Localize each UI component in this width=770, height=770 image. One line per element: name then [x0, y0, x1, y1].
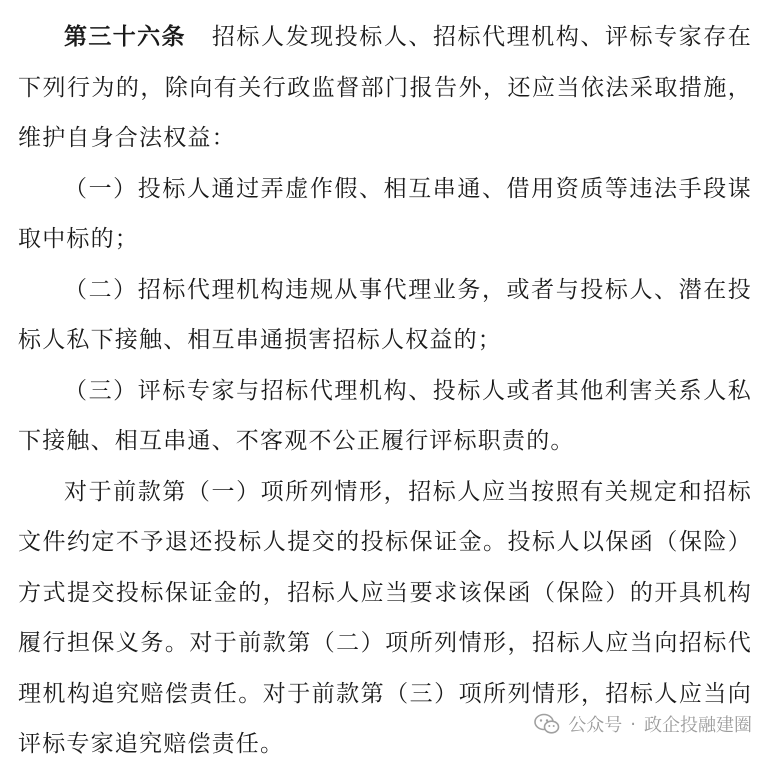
article-item-1: （一）投标人通过弄虚作假、相互串通、借用资质等违法手段谋取中标的； — [18, 175, 752, 252]
article-intro-text: 招标人发现投标人、招标代理机构、评标专家存在下列行为的，除向有关行政监督部门报告外，还应当依法采取措施，维护自身合法权益： — [18, 24, 753, 151]
article-item-2: （二）招标代理机构违规从事代理业务，或者与投标人、潜在投标人私下接触、相互串通损害招标人权益的； — [18, 276, 752, 353]
watermark — [530, 709, 756, 739]
watermark-account: 政企投融建圈 — [644, 715, 752, 736]
article-number: 第三十六条 — [64, 24, 186, 50]
watermark-platform: 公众号 — [568, 715, 623, 736]
article-body — [18, 12, 752, 770]
article-intro-paragraph — [18, 12, 752, 164]
article-closing-paragraph: 对于前款第（一）项所列情形，招标人应当按照有关规定和招标文件约定不予退还投标人提交的投标保证金。投标人以保函（保险）方式提交投标保证金的，招标人应当要求该保函（保险）的开具机构履行担保义务。对于前款第（二）项所列情形，招标人应当向招标代理机构追究赔偿责任。对于前款第（三）项所列情形，招标人应当向评标专家追究赔偿责任。 — [18, 478, 752, 757]
watermark-separator: · — [630, 713, 636, 735]
article-item-3: （三）评标专家与招标代理机构、投标人或者其他利害关系人私下接触、相互串通、不客观不公正履行评标职责的。 — [18, 377, 752, 454]
wechat-icon — [534, 713, 560, 735]
